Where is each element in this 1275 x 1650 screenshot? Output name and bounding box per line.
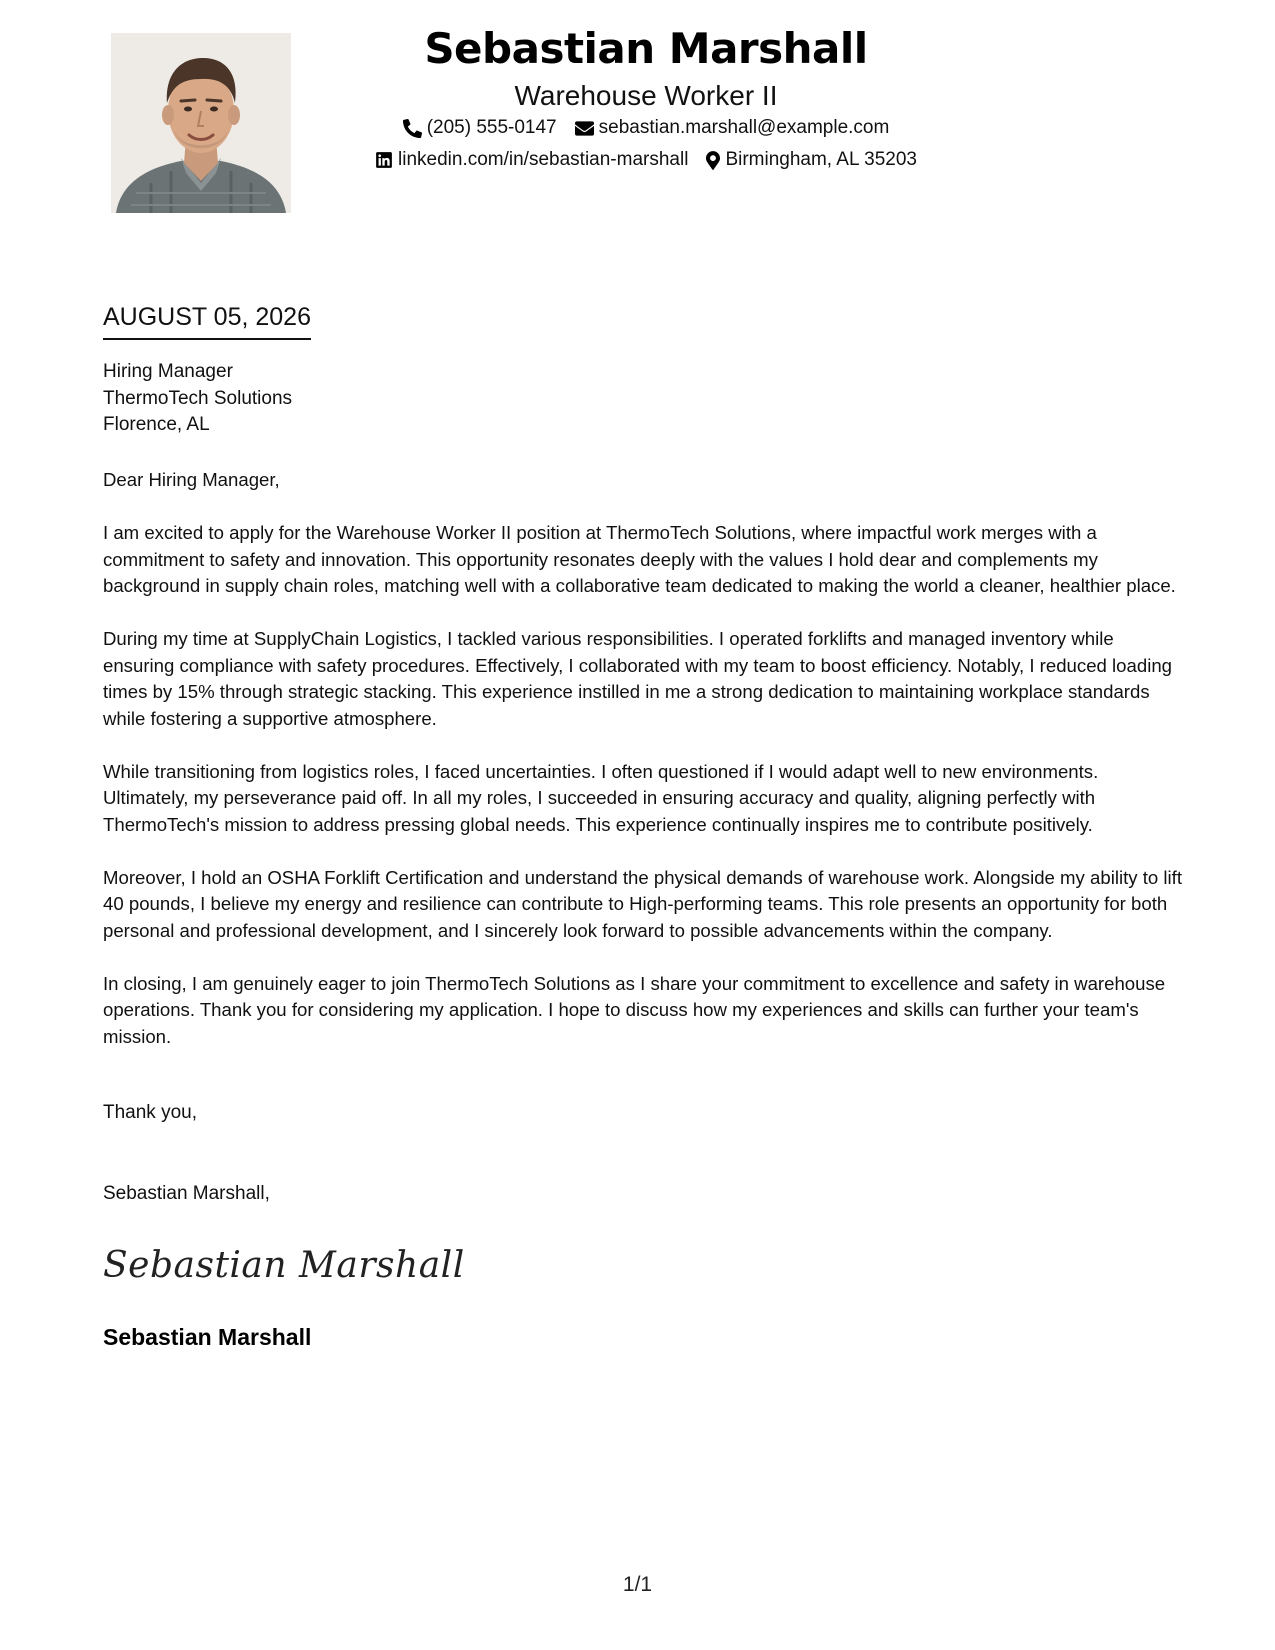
letter-paragraph: During my time at SupplyChain Logistics, I tackled various responsibilities. I operated forklifts and managed inventory while ensuring compliance with safety procedures. Effectively, I collaborated with my team to boost efficiency. Notably, I reduced loading times by 15% through strategic stacking. This experience instilled in me a strong dedication to maintaining workplace standards while fostering a supportive atmosphere. xyxy=(103,628,1173,729)
recipient-location: Florence, AL xyxy=(103,414,210,435)
page-number: 1/1 xyxy=(622,1573,653,1596)
job-title: Warehouse Worker II xyxy=(514,80,778,111)
map-pin-icon xyxy=(706,151,720,170)
email-address: sebastian.marshall@example.com xyxy=(598,117,890,138)
contact-phone xyxy=(403,112,557,144)
phone-number: (205) 555-0147 xyxy=(426,117,557,138)
linkedin-url: linkedin.com/in/sebastian-marshall xyxy=(398,149,689,170)
handwritten-signature: Sebastian Marshall xyxy=(103,1245,465,1286)
letter-body xyxy=(103,467,1183,1077)
letter-paragraph: While transitioning from logistics roles, I faced uncertainties. I often questioned if I would adapt well to new environments. Ultimately, my perseverance paid off. In all my roles, I succeeded in ensuring accuracy and quality, aligning perfectly with ThermoTech's mission to address pressing global needs. This experience continually inspires me to contribute positively. xyxy=(103,760,1099,835)
letter-paragraph: Moreover, I hold an OSHA Forklift Certification and understand the physical demands of warehouse work. Alongside my ability to lift 40 pounds, I believe my energy and resilience can contribute to High-performing teams. This role presents an opportunity for both personal and professional development, and I sincerely look forward to possible advancements within the company. xyxy=(103,866,1182,941)
letter-paragraph: In closing, I am genuinely eager to join ThermoTech Solutions as I share your commitment to excellence and safety in warehouse operations. Thank you for considering my application. I hope to discuss how my experiences and skills can further your team's mission. xyxy=(103,972,1166,1047)
sender-line: Sebastian Marshall, xyxy=(103,1183,270,1204)
signer-name: Sebastian Marshall xyxy=(103,1324,312,1350)
applicant-name: Sebastian Marshall xyxy=(424,24,868,73)
profile-photo xyxy=(111,33,291,213)
salutation: Dear Hiring Manager, xyxy=(103,469,280,490)
recipient-title: Hiring Manager xyxy=(103,361,233,382)
profile-photo-image xyxy=(111,33,291,213)
contact-email xyxy=(575,112,890,144)
closing-line: Thank you, xyxy=(103,1102,197,1123)
contact-row-primary xyxy=(300,112,992,144)
phone-icon xyxy=(403,119,422,138)
linkedin-icon xyxy=(375,151,393,169)
envelope-icon xyxy=(575,119,594,138)
recipient-block xyxy=(103,359,292,439)
contact-row-secondary xyxy=(300,144,992,176)
recipient-company: ThermoTech Solutions xyxy=(103,387,293,409)
location-text: Birmingham, AL 35203 xyxy=(725,149,917,170)
letter-header xyxy=(300,18,992,176)
letter-paragraph: I am excited to apply for the Warehouse Worker II position at ThermoTech Solutions, where impactful work merges with a commitment to safety and innovation. This opportunity resonates deeply with the values I hold dear and complements my background in supply chain roles, matching well with a collaborative team dedicated to making the world a cleaner, healthier place. xyxy=(103,522,1176,596)
contact-location xyxy=(706,144,917,176)
letter-date: AUGUST 05, 2026 xyxy=(103,300,311,340)
contact-linkedin xyxy=(375,144,688,176)
